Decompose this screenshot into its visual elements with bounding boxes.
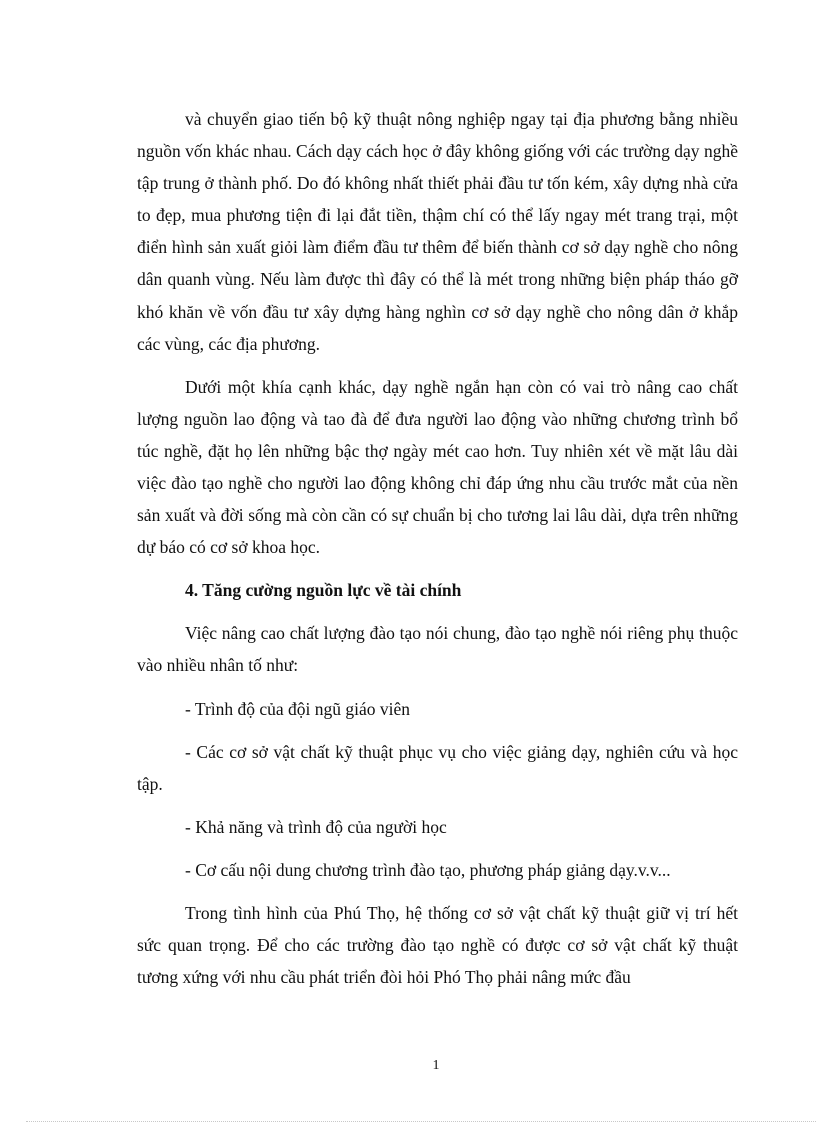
paragraph-quality-factors-intro: Việc nâng cao chất lượng đào tạo nói chung, đào tạo nghề nói riêng phụ thuộc vào nhiều nhân tố như:	[137, 623, 738, 676]
paragraph-short-term-training-role: Dưới một khía cạnh khác, dạy nghề ngắn hạn còn có vai trò nâng cao chất lượng nguồn lao động và tao đà để đưa người lao động vào những chương trình bổ túc nghề, đặt họ lên những bậc thợ ngày mét cao hơn. Tuy nhiên xét về mặt lâu dài việc đào tạo nghề cho người lao động không chỉ đáp ứng nhu cầu trước mắt của nền sản xuất và đời sống mà còn cần có sự chuẩn bị cho tương lai lâu dài, dựa trên những dự báo có cơ sở khoa học.	[137, 376, 738, 558]
list-item-facilities: - Các cơ sở vật chất kỹ thuật phục vụ cho việc giảng dạy, nghiên cứu và học tập.	[137, 741, 738, 794]
section-heading: 4. Tăng cường nguồn lực về tài chính	[185, 580, 462, 601]
paragraph-phu-tho-situation: Trong tình hình của Phú Thọ, hệ thống cơ sở vật chất kỹ thuật giữ vị trí hết sức quan trọng. Để cho các trường đào tạo nghề có được cơ sở vật chất kỹ thuật tương xứng với nhu cầu phát triển đòi hỏi Phó Thọ phải nâng mức đầu	[137, 902, 738, 988]
page-bottom-divider	[26, 1121, 816, 1122]
list-item-curriculum: - Cơ cấu nội dung chương trình đào tạo, phương pháp giảng dạy.v.v...	[185, 859, 671, 880]
paragraph-vocational-training-local: và chuyển giao tiến bộ kỹ thuật nông nghiệp ngay tại địa phương bằng nhiều nguồn vốn khác nhau. Cách dạy cách học ở đây không giống với các trường dạy nghề tập trung ở thành phố. Do đó không nhất thiết phải đầu tư tốn kém, xây dựng nhà cửa to đẹp, mua phương tiện đi lại đắt tiền, thậm chí có thể lấy ngay mét trang trại, một điển hình sản xuất giỏi làm điểm đầu tư thêm để biến thành cơ sở dạy nghề cho nông dân quanh vùng. Nếu làm được thì đây có thể là mét trong những biện pháp tháo gỡ khó khăn về vốn đầu tư xây dựng hàng nghìn cơ sở dạy nghề cho nông dân ở khắp các vùng, các địa phương.	[137, 109, 738, 354]
list-item-learner-ability: - Khả năng và trình độ của người học	[185, 816, 447, 837]
page-number: 1	[432, 1058, 440, 1073]
document-body	[137, 103, 738, 993]
list-item-teacher-quality: - Trình độ của đội ngũ giáo viên	[185, 698, 411, 719]
